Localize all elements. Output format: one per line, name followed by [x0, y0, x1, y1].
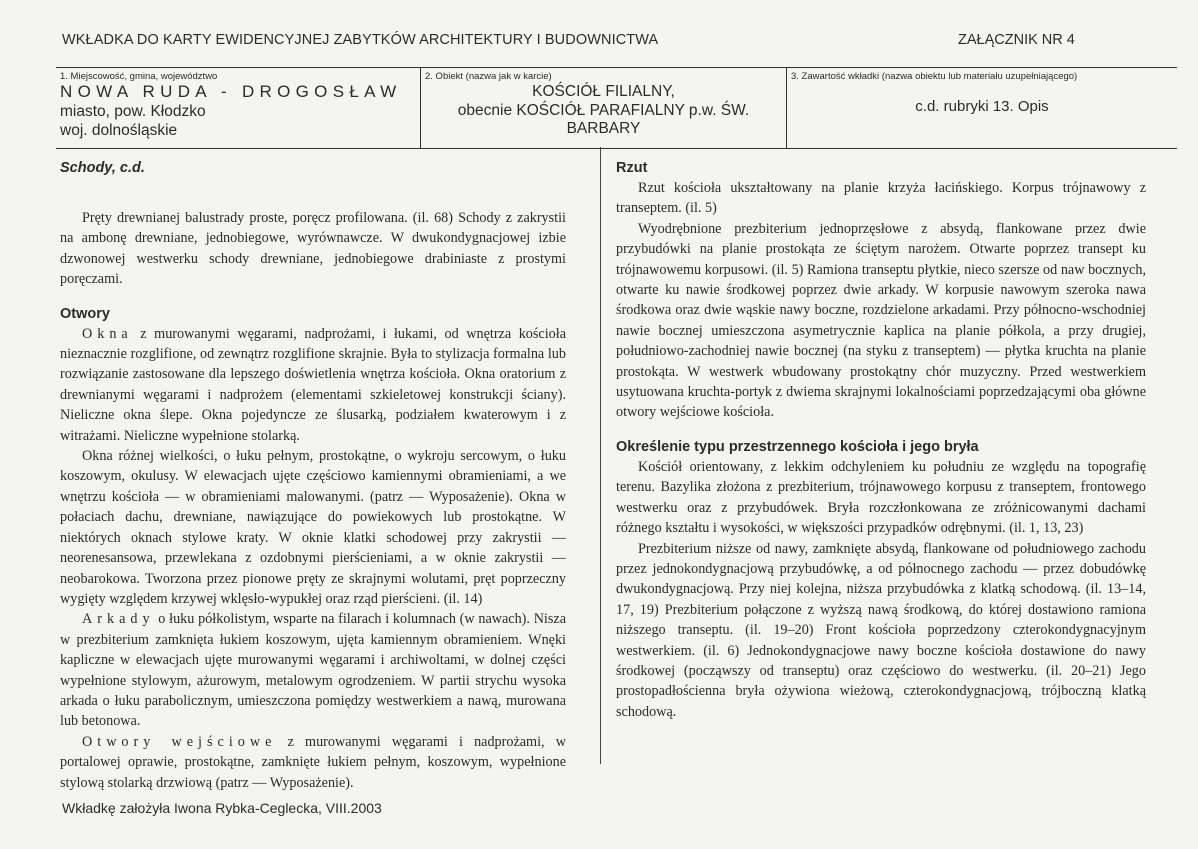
object-name: KOŚCIÓŁ FILIALNY, obecnie KOŚCIÓŁ PARAFIALNY p.w. ŚW. BARBARY: [457, 83, 750, 137]
plan-paragraph-1: Rzut kościoła ukształtowany na planie krzyża łacińskiego. Korpus trójnawowy z transeptem. (il. 5): [616, 180, 1146, 217]
page-title: WKŁADKA DO KARTY EWIDENCYJNEJ ZABYTKÓW ARCHITEKTURY I BUDOWNICTWA: [62, 32, 659, 48]
content-label: 3. Zawartość wkładki (nazwa obiektu lub materiału uzupełniającego): [791, 71, 1078, 82]
windows-text: z murowanymi węgarami, nadprożami, i łukami, od wnętrza kościoła nieznacznie rozglifione, od zewnątrz rozglifione skrajnie. Była to stylizacja formalna lub rozwiązanie zastosowane dla lepszego doświetlenia wnętrza kościoła. Okna oratorium z drewnianymi węgarami i nadprożem (elementami szkieletowej konstrukcji ściany). Nieliczne okna ślepe. Okna pojedyncze ze ślusarką, podziałem kwaterowym i z witrażami. Nieliczne wypełnione stolarką.: [60, 325, 566, 444]
arcades-text: o łuku półkolistym, wsparte na filarach i kolumnach (w nawach). Nisza w prezbiterium zamknięta łukiem koszowym, ujęta kamiennym obramieniem. Wnęki kapliczne w elewacjach ujęte murowanymi węgarami i archiwoltami, w dolnej części wypełnione stylowym, ażurowym, metalowym ogrodzeniem. W partii strychu wysoka arkada o łuku parabolicznym, umieszczona pomiędzy westwerkiem a nawą, murowana lub betonowa.: [60, 611, 566, 730]
location-label: 1. Miejscowość, gmina, województwo: [60, 71, 218, 82]
type-paragraph-1: Kościół orientowany, z lekkim odchyleniem ku południu ze względu na topografię terenu. Bazylika złożona z prezbiterium, trójnawowego korpusu z transeptem, frontowego westwerku oraz z przybudówek. Bryła rozczłonkowana ze zróżnicowanymi dachami różnego kształtu i wysokości, w większości przypadków odrębnymi. (il. 1, 13, 23): [616, 458, 1146, 537]
section-heading-plan: Rzut: [616, 160, 648, 176]
arcades-paragraph: [60, 609, 566, 731]
annex-number: ZAŁĄCZNIK NR 4: [958, 32, 1075, 48]
object-label: 2. Obiekt (nazwa jak w karcie): [425, 71, 552, 82]
plan-paragraph-2: Wyodrębnione prezbiterium jednoprzęsłowe z absydą, flankowane przez dwie przybudówki na planie prostokąta ze ściętym narożem. Otwarte poprzez transept ku trójnawowemu korpusowi. (il. 5) Ramiona transeptu płytkie, nieco szersze od naw bocznych, otwarte ku nawie środkowej poprzez dwie arkady. W korpusie nawowym szeroka nawa środkowa oraz dwie wąskie nawy boczne, rozdzielone arkadami. Przy północno-wschodniej nawie bocznej umieszczona asymetrycznie kaplica na planie półkola, a przy drugiej, południowo-zachodniej nawie bocznej (na styku z transeptem) — płytka kruchta na planie prostokąta. W westwerk wbudowany prostokątny chór muzyczny. Przed westwerkiem usytuowana kruchta-portyk z dwiema skrajnymi lokalnościami poprzedzającymi oba główne otwory wejściowe kościoła.: [616, 220, 1146, 421]
entrances-paragraph: [60, 732, 566, 793]
right-column: [616, 158, 1146, 722]
arcades-lead: Arkady: [82, 611, 155, 628]
header-fields-table: [56, 67, 1177, 149]
section-heading-spatial-type: Określenie typu przestrzennego kościoła i jego bryła: [616, 438, 979, 455]
location-field: [56, 68, 421, 148]
section-heading-stairs: Schody, c.d.: [60, 160, 145, 176]
windows-lead: Okna: [82, 325, 133, 342]
entrances-text: z murowanymi węgarami i nadprożami, w portalowej oprawie, prostokątne, zamknięte łukiem pełnym, koszowym, wypełnione stylową stolarką drzwiową (patrz — Wyposażenie).: [60, 733, 566, 791]
object-field: [421, 68, 787, 148]
windows-paragraph-2: Okna różnej wielkości, o łuku pełnym, prostokątne, o wykroju sercowym, o łuku koszowym, okulusy. W elewacjach ujęte częściowo kamiennymi obramieniami, a we wnętrzu kościoła — w obramieniami malowanymi. (patrz — Wyposażenie). Okna w połaciach dachu, drewniane, nawiązujące do powiekowych lub prostokątne. W niektórych oknach stylowe kraty. W oknie klatki schodowej przy zakrystii — neorenesansowa, przewlekana z ozdobnymi pierścieniami, a w oknie zakrystii — neobarokowa. Tworzona przez pionowe pręty ze skrajnymi wolutami, pręt poprzeczny wygięty względem krzywej wklęsło-wypukłej oraz rząd pierścieni. (il. 14): [60, 448, 566, 607]
section-heading-openings: Otwory: [60, 305, 110, 322]
location-voivodeship: woj. dolnośląskie: [60, 122, 178, 139]
left-column: [60, 158, 566, 793]
content-value: c.d. rubryki 13. Opis: [915, 98, 1049, 115]
location-county: miasto, pow. Kłodzko: [60, 103, 206, 120]
entrances-lead: Otwory wejściowe: [82, 733, 277, 750]
windows-paragraph: [60, 324, 566, 446]
type-paragraph-2: Prezbiterium niższe od nawy, zamknięte absydą, flankowane od południowego zachodu przez jednokondygnacjową przybudówkę, a od północnego zachodu — przez dobudówkę dwukondygnacjową. Przy niej kolejna, niższa przybudówka z klatką schodową. (il. 13–14, 17, 19) Prezbiterium połączone z wyższą nawą środkową, do której dostawiono ramiona niższego transeptu. (il. 19–20) Front kościoła poprzedzony czterokondygnacyjnym westwerkiem. (il. 6) Jednokondygnacjowe nawy boczne kościoła dostawione do nawy środkowej (począwszy od transeptu) oraz częściowo do westwerku. (il. 20–21) Jego prostopadłościenna bryła ożywiona wieżową, czterokondygnacjową, trójboczną klatką schodową.: [616, 540, 1146, 720]
stairs-paragraph: Pręty drewnianej balustrady proste, poręcz profilowana. (il. 68) Schody z zakrystii na ambonę drewniane, jednobiegowe, wyrównawcze. W dwukondygnacjowej izbie dzwonowej westwerku schody drewniane, jednobiegowe drabiniaste z prostymi poręczami.: [60, 210, 566, 288]
column-divider: [600, 147, 601, 764]
location-name: NOWA RUDA - DROGOSŁAW: [60, 82, 402, 101]
content-field: [787, 68, 1177, 148]
footer-author: Wkładkę założyła Iwona Rybka-Ceglecka, VIII.2003: [62, 800, 382, 816]
